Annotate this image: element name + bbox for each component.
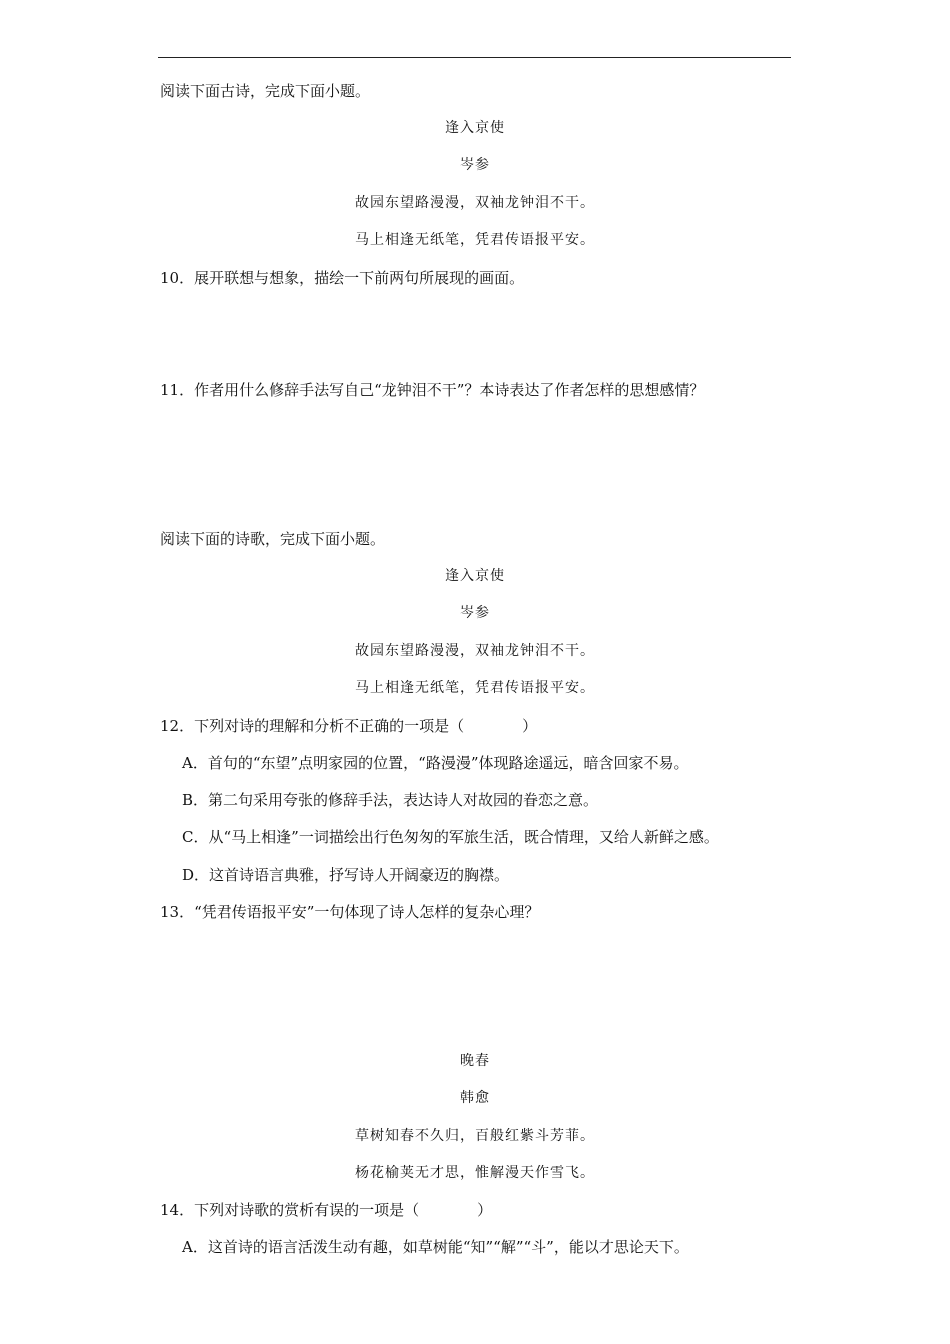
option-d: D．这首诗语言典雅，抒写诗人开阔豪迈的胸襟。	[182, 866, 510, 884]
question-12-close: ）	[522, 717, 538, 735]
poem-title: 晚春	[460, 1053, 490, 1069]
poem-line: 故园东望路漫漫，双袖龙钟泪不干。	[355, 643, 595, 659]
poem-line: 草树知春不久归，百般红紫斗芳菲。	[355, 1128, 595, 1144]
reading-instruction: 阅读下面的诗歌，完成下面小题。	[160, 530, 386, 548]
reading-instruction: 阅读下面古诗，完成下面小题。	[160, 82, 371, 100]
question-11: 11．作者用什么修辞手法写自己“龙钟泪不干”？本诗表达了作者怎样的思想感情？	[160, 381, 705, 399]
poem-author: 韩愈	[460, 1090, 490, 1106]
poem-line: 马上相逢无纸笔，凭君传语报平安。	[355, 680, 595, 696]
option-a: A．这首诗的语言活泼生动有趣，如草树能“知”“解”“斗”，能以才思论天下。	[182, 1238, 689, 1256]
option-b: B．第二句采用夸张的修辞手法，表达诗人对故园的眷恋之意。	[182, 791, 599, 809]
question-14-close: ）	[477, 1201, 493, 1219]
question-14	[160, 1200, 492, 1220]
question-14-stem: 14．下列对诗歌的赏析有误的一项是（	[160, 1201, 420, 1219]
question-13: 13．“凭君传语报平安”一句体现了诗人怎样的复杂心理？	[160, 903, 540, 921]
poem-author: 岑参	[460, 605, 490, 621]
option-a: A．首句的“东望”点明家园的位置，“路漫漫”体现路途遥远，暗含回家不易。	[182, 754, 689, 772]
header-rule	[158, 57, 791, 58]
poem-author: 岑参	[460, 157, 490, 173]
poem-line: 杨花榆荚无才思，惟解漫天作雪飞。	[355, 1165, 595, 1181]
poem-title: 逢入京使	[445, 120, 505, 136]
question-12	[160, 716, 537, 736]
poem-title: 逢入京使	[445, 568, 505, 584]
poem-line: 马上相逢无纸笔，凭君传语报平安。	[355, 232, 595, 248]
question-10: 10．展开联想与想象，描绘一下前两句所展现的画面。	[160, 269, 525, 287]
option-c: C．从“马上相逢”一词描绘出行色匆匆的军旅生活，既合情理，又给人新鲜之感。	[182, 828, 719, 846]
question-12-stem: 12．下列对诗的理解和分析不正确的一项是（	[160, 717, 465, 735]
poem-line: 故园东望路漫漫，双袖龙钟泪不干。	[355, 195, 595, 211]
